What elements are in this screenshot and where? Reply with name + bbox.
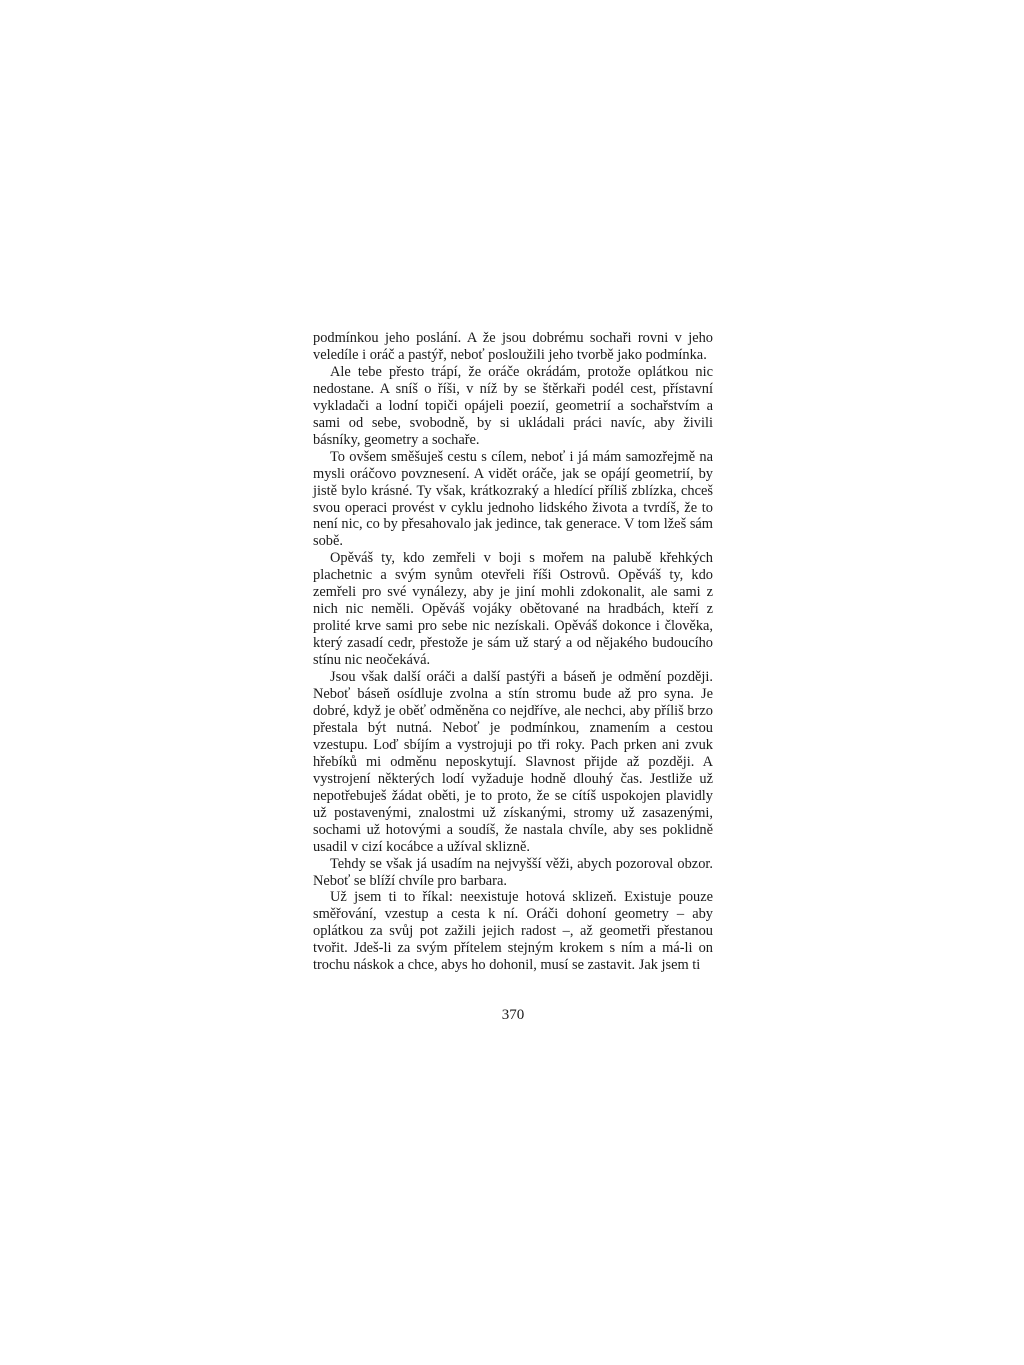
paragraph: To ovšem směšuješ cestu s cílem, neboť i já mám samozřejmě na mysli oráčovo povznesení. A vidět oráče, jak se opájí geometrií, by jistě bylo krásné. Ty však, krátkozraký a hledící příliš zblízka, chceš svou operaci provést v cyklu jednoho lidského života a tvrdíš, že to není nic, co by přesahovalo jak jedince, tak generace. V tom lžeš sám sobě.	[313, 448, 713, 550]
body-text	[313, 330, 713, 974]
paragraph: Už jsem ti to říkal: neexistuje hotová sklizeň. Existuje pouze směřování, vzestup a cesta k ní. Oráči dohoní geometry – aby oplátkou za svůj pot zažili jejich radost –, až geometři přestanou tvořit. Jdeš-li za svým přítelem stejným krokem s ním a má-li on trochu náskok a chce, abys ho dohonil, musí se zastavit. Jak jsem ti	[313, 889, 713, 974]
page-number: 370	[501, 1007, 525, 1023]
paragraph: Ale tebe přesto trápí, že oráče okrádám, protože oplátkou nic nedostane. A sníš o říši, v níž by se štěrkaři podél cest, přístavní vykladači a lodní topiči opájeli poezií, geometrií a sochařstvím a sami od sebe, svobodně, by si ukládali práci navíc, aby živili básníky, geometry a sochaře.	[313, 363, 713, 448]
paragraph: Tehdy se však já usadím na nejvyšší věži, abych pozoroval obzor. Neboť se blíží chvíle pro barbara.	[313, 855, 713, 889]
paragraph: Opěváš ty, kdo zemřeli v boji s mořem na palubě křehkých plachetnic a svým synům otevřeli říši Ostrovů. Opěváš ty, kdo zemřeli pro své vynálezy, aby je jiní mohli zdokonalit, ale sami z nich nic neměli. Opěváš vojáky obětované na hradbách, kteří z prolité krve sami pro sebe nic nezískali. Opěváš dokonce i člověka, který zasadí cedr, přestože je sám už starý a od nějakého budoucího stínu nic neočekává.	[313, 550, 713, 669]
paragraph-continuation: podmínkou jeho poslání. A že jsou dobrému sochaři rovni v jeho veledíle i oráč a pastýř, neboť posloužili jeho tvorbě jako podmínka.	[313, 330, 713, 363]
paragraph: Jsou však další oráči a další pastýři a báseň je odmění později. Neboť báseň osídluje zvolna a stín stromu bude až pro syna. Je dobré, když je oběť odměněna co nejdříve, ale nechci, aby příliš brzo přestala být nutná. Neboť je podmínkou, znamením a cestou vzestupu. Loď sbíjím a vystrojuji po tři roky. Pach prken ani zvuk hřebíků mi odměnu neposkytují. Slavnost přijde až později. A vystrojení některých lodí vyžaduje hodně dlouhý čas. Jestliže už nepotřebuješ žádat oběti, je to proto, že se cítíš uspokojen plavidly už postavenými, znalostmi už získanými, stromy už zasazenými, sochami už hotovými a soudíš, že nastala chvíle, aby ses poklidně usadil v cizí kocábce a užíval sklizně.	[313, 669, 713, 855]
